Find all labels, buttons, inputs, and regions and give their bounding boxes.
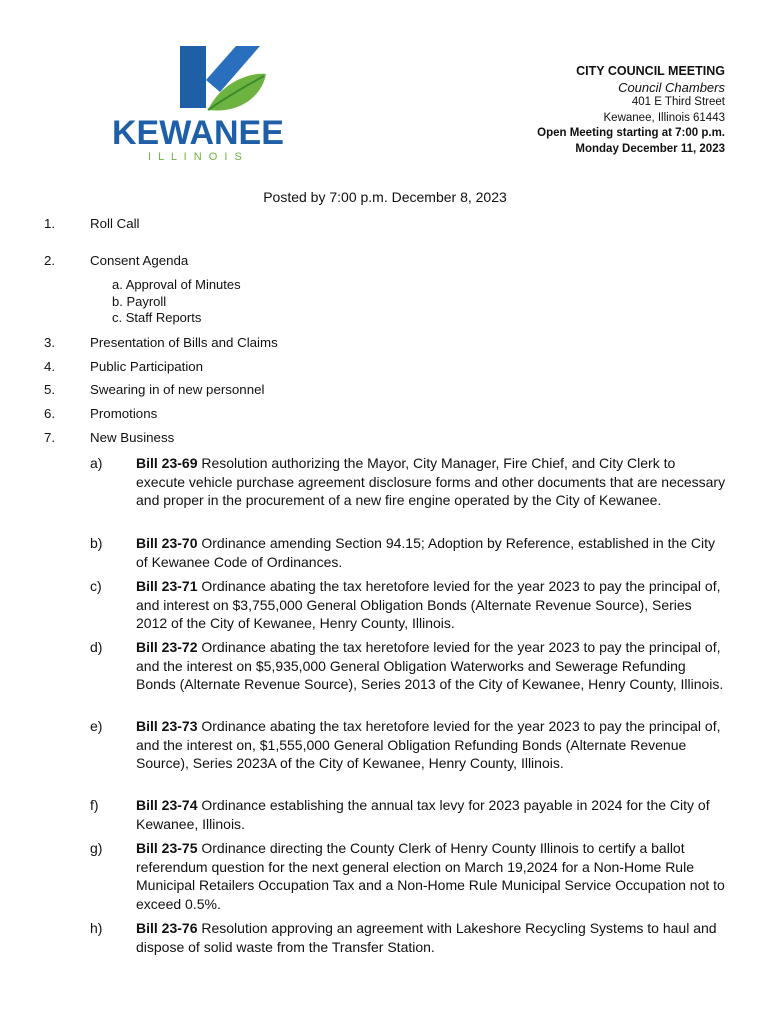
consent-subitem: c. Staff Reports: [112, 310, 202, 325]
consent-subitem: b. Payroll: [112, 293, 167, 309]
agenda-number: 3.: [44, 335, 56, 350]
bill-description: Resolution approving an agreement with Lakeshore Recycling Systems to haul and dispose of solid waste from the Transfer Station.: [136, 920, 717, 955]
bill-number: Bill 23-72: [136, 639, 198, 655]
meeting-time: Open Meeting starting at 7:00 p.m.: [537, 127, 725, 139]
kewanee-logo: [108, 44, 320, 162]
bill-description: Ordinance directing the County Clerk of Henry County Illinois to certify a ballot referendum question for the next general election on March 19,2024 for a Non-Home Rule Municipal Retailers Occupation Tax and a Non-Home Rule Municipal Service Occupation not to exceed 0.5%.: [136, 840, 725, 912]
bill-letter: g): [90, 840, 103, 856]
bill-number: Bill 23-76: [136, 920, 198, 936]
bill-letter: e): [90, 718, 103, 734]
bill-number: Bill 23-74: [136, 797, 198, 813]
agenda-label: Consent Agenda: [90, 253, 189, 268]
meeting-city: Kewanee, Illinois 61443: [603, 111, 725, 124]
posted-notice: Posted by 7:00 p.m. December 8, 2023: [263, 189, 507, 205]
agenda-number: 6.: [44, 406, 56, 421]
bill-letter: a): [90, 455, 103, 471]
bill-description: Resolution authorizing the Mayor, City Manager, Fire Chief, and City Clerk to execute vehicle purchase agreement disclosure forms and other documents that are necessary and proper in the procurement of a new fire engine operated by the City of Kewanee.: [136, 455, 726, 509]
bill-number: Bill 23-71: [136, 578, 198, 594]
agenda-label: Swearing in of new personnel: [90, 382, 265, 397]
bill-description: Ordinance abating the tax heretofore levied for the year 2023 to pay the principal of, and the interest on $5,935,000 General Obligation Waterworks and Sewerage Refunding Bonds (Alternate Revenue Source), Series 2013 of the City of Kewanee, Henry County, Illinois.: [136, 639, 724, 693]
meeting-date: Monday December 11, 2023: [575, 142, 725, 155]
agenda-number: 4.: [44, 359, 56, 374]
logo-wordmark: KEWANEE: [112, 114, 284, 152]
agenda-label: Promotions: [90, 406, 158, 421]
meeting-header: [537, 64, 725, 157]
agenda-label: Roll Call: [90, 216, 140, 231]
meeting-street: 401 E Third Street: [631, 96, 725, 108]
bill-description: Ordinance abating the tax heretofore levied for the year 2023 to pay the principal of, and interest on $3,755,000 General Obligation Bonds (Alternate Revenue Source), Series 2012 of the City of Kewanee, Henry County, Illinois.: [136, 578, 721, 632]
bill-number: Bill 23-69: [136, 455, 198, 471]
bill-letter: d): [90, 639, 103, 655]
bill-number: Bill 23-73: [136, 718, 198, 734]
bill-description: Ordinance abating the tax heretofore levied for the year 2023 to pay the principal of, and the interest on, $1,555,000 General Obligation Refunding Bonds (Alternate Revenue Source), Series 2023A of the City of Kewanee, Henry County, Illinois.: [136, 718, 721, 772]
bill-number: Bill 23-70: [136, 535, 198, 551]
meeting-title: CITY COUNCIL MEETING: [576, 64, 725, 78]
agenda-label: Presentation of Bills and Claims: [90, 335, 278, 350]
logo-subtitle: I L L I N O I S: [148, 151, 244, 162]
agenda-label: Public Participation: [90, 359, 204, 374]
bill-letter: b): [90, 535, 103, 551]
bill-description: Ordinance amending Section 94.15; Adoption by Reference, established in the City of Kewanee Code of Ordinances.: [136, 535, 716, 570]
agenda-number: 1.: [44, 216, 56, 231]
consent-subitem: a. Approval of Minutes: [112, 277, 241, 292]
agenda-number: 7.: [44, 430, 56, 445]
agenda-number: 2.: [44, 253, 56, 268]
consent-sublist: [112, 277, 241, 327]
bill-letter: c): [90, 578, 102, 594]
bill-letter: h): [90, 920, 103, 936]
meeting-location: Council Chambers: [618, 79, 725, 95]
bill-description: Ordinance establishing the annual tax levy for 2023 payable in 2024 for the City of Kewanee, Illinois.: [136, 797, 710, 832]
agenda-number: 5.: [44, 382, 56, 397]
agenda-label: New Business: [90, 430, 175, 445]
bill-number: Bill 23-75: [136, 840, 198, 856]
bill-letter: f): [90, 797, 99, 813]
